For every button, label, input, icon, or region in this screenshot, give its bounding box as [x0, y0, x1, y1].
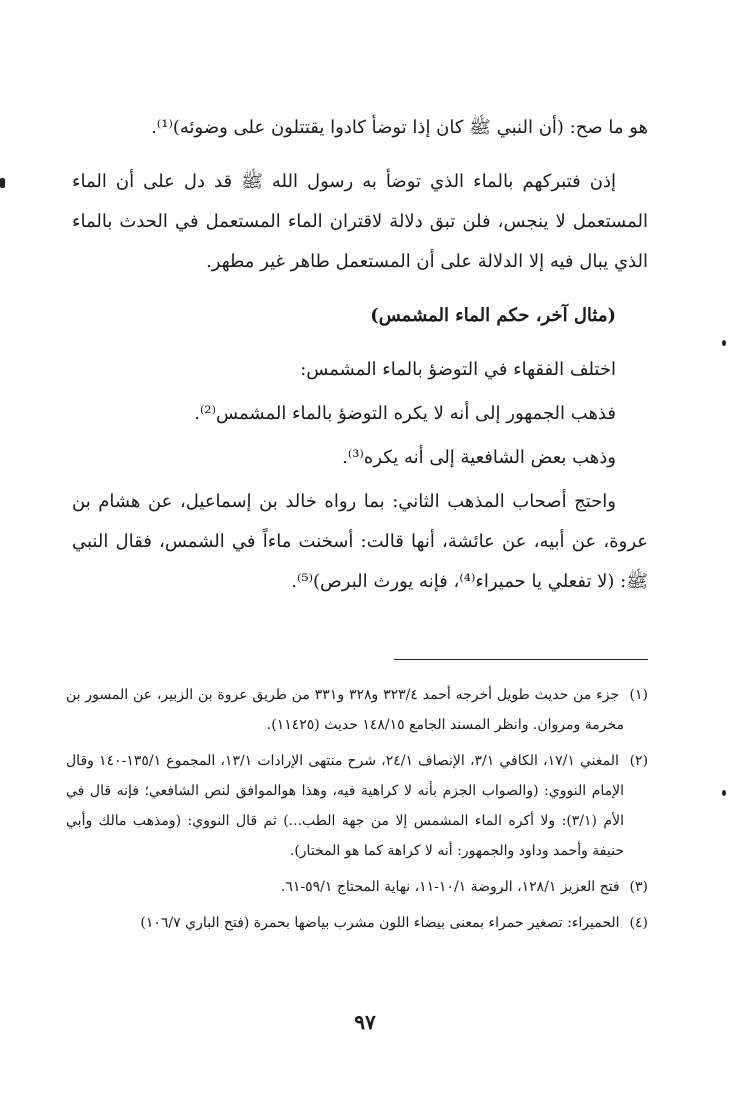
footnote-text: فتح العزيز ١٢٨/١، الروضة ١٠/١-١١، نهاية المحتاج ٥٩/١-٦١.: [280, 879, 620, 895]
footnote-number: (٢): [629, 753, 649, 769]
margin-mark: [0, 178, 5, 188]
footnote-text: الحميراء: تصغير حمراء بمعنى بيضاء اللون مشرب بياضها بحمرة (فتح الباري ١٠٦/٧): [140, 915, 620, 931]
paragraph-disagreement: اختلف الفقهاء في التوضؤ بالماء المشمس:: [300, 359, 616, 380]
footnote-number: (٣): [629, 879, 648, 895]
footnotes: [66, 680, 648, 944]
paragraph-evidence: واحتج أصحاب المذهب الثاني: بما رواه خالد بن إسماعيل، عن هشام بن عروة، عن أبيه، عن عائشة، أنها قالت: أسخنت ماءاً في الشمس، فقال النبي ﷺ: (لا تفعلي يا حميراء⁽⁴⁾، فإنه يورث البرص)⁽⁵⁾.: [72, 491, 648, 592]
footnote-text: المغني ١٧/١، الكافي ٣/١، الإنصاف ٢٤/١، شرح منتهى الإرادات ١٣/١، المجموع ١٣٥/١-١٤٠ وقال الإمام النووي: (والصواب الجزم بأنه لا كراهية فيه، وهذا هوالموافق لنص الشافعي؛ فإنه قال في الأم (٣/١): ولا أكره الماء المشمس إلا من جهة الطب...) ثم قال النووي: (ومذهب مالك وأبي حنيفة وأحمد وداود والجمهور: أنه لا كراهة كما هو المختار).: [66, 753, 624, 859]
footnote-number: (١): [629, 687, 648, 703]
footnote-2: [66, 746, 648, 866]
footnote-1: [66, 680, 648, 740]
paragraph-hadith-wudu: هو ما صح: (أن النبي ﷺ كان إذا توضأ كادوا يقتتلون على وضوئه)⁽¹⁾.: [151, 117, 648, 138]
footnote-number: (٤): [629, 915, 648, 931]
margin-mark: [722, 340, 726, 346]
paragraph-majority-view: فذهب الجمهور إلى أنه لا يكره التوضؤ بالماء المشمس⁽²⁾.: [194, 403, 616, 424]
paragraph-used-water: إذن فتبركهم بالماء الذي توضأ به رسول الله ﷺ قد دل على أن الماء المستعمل لا ينجس، فلن تبق دلالة لاقتران الماء المستعمل في الحدث بالماء الذي يبال فيه إلا الدلالة على أن المستعمل طاهر غير مطهر.: [72, 171, 648, 272]
main-text: [72, 108, 648, 616]
page-number: ٩٧: [354, 1010, 376, 1034]
footnote-4: [66, 908, 648, 938]
footnote-text: جزء من حديث طويل أخرجه أحمد ٣٢٣/٤ و٣٢٨ و٣٣١ من طريق عروة بن الزبير، عن المسور بن مخرمة ومروان. وانظر المسند الجامع ١٤٨/١٥ حديث (١١٤٢٥).: [66, 687, 624, 733]
section-heading: (مثال آخر، حكم الماء المشمس): [370, 305, 616, 326]
paragraph-shafii-view: وذهب بعض الشافعية إلى أنه يكره⁽³⁾.: [342, 447, 616, 468]
footnote-3: [66, 872, 648, 902]
margin-mark: [722, 790, 726, 796]
footnote-divider: [394, 659, 648, 660]
